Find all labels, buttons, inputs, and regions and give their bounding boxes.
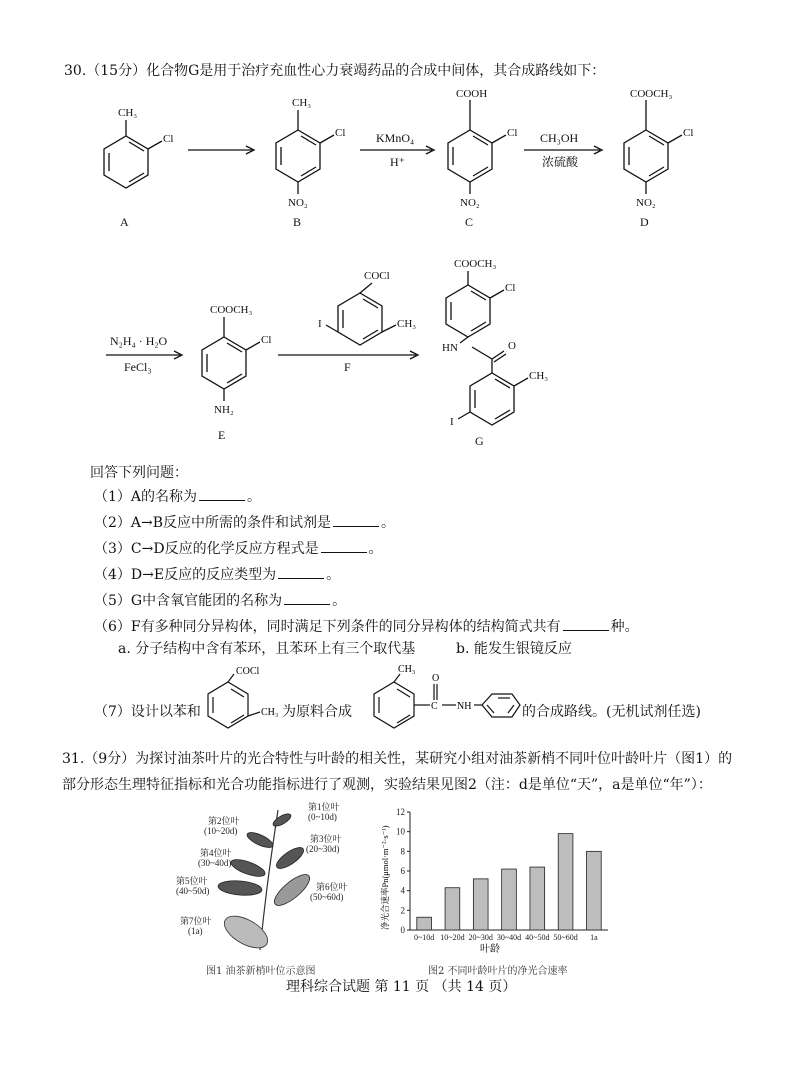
x-tick-label: 50~60d xyxy=(553,933,578,942)
page-footer: 理科综合试题 第 11 页 （共 14 页） xyxy=(286,979,517,995)
x-axis-label: 叶龄 xyxy=(480,944,500,955)
fig1-leaf7-age: (1a) xyxy=(188,926,203,936)
x-tick-label: 20~30d xyxy=(468,933,493,942)
fig1-leaf7-name: 第7位叶 xyxy=(180,916,212,926)
answer-blank[interactable] xyxy=(563,618,609,631)
f-cocl: COCl xyxy=(364,270,390,282)
fig1-leaf5-age: (40~50d) xyxy=(176,886,210,896)
bar-5 xyxy=(558,834,573,930)
y-tick-label: 0 xyxy=(400,925,405,935)
fig1-leaf1-name: 第1位叶 xyxy=(308,802,340,812)
condition-b: b. 能发生银镜反应 xyxy=(456,641,572,657)
reagent-kmno4: KMnO₄ xyxy=(376,131,415,145)
d-no2: NO₂ xyxy=(636,197,656,209)
fig1-leaf6-name: 第6位叶 xyxy=(316,882,348,892)
bar-1 xyxy=(445,888,460,930)
leaf-7 xyxy=(219,910,273,955)
fig1-leaf3-age: (20~30d) xyxy=(306,844,340,854)
d-cooch3: COOCH₃ xyxy=(630,88,673,100)
question-3: （3）C→D反应的化学反应方程式是 。 xyxy=(94,541,383,557)
y-tick-label: 4 xyxy=(400,885,405,896)
answer-blank[interactable] xyxy=(199,488,245,501)
reagent-h2so4: 浓硫酸 xyxy=(542,155,579,169)
fig1-leaf2-name: 第2位叶 xyxy=(208,816,240,826)
b-cl: Cl xyxy=(335,127,346,139)
bar-6 xyxy=(587,851,602,930)
q31-line-1: 31.（9分）为探讨油茶叶片的光合特性与叶龄的相关性，某研究小组对油茶新梢不同叶位叶龄叶片（图1）的 xyxy=(62,751,733,767)
reagent-ch3oh: CH₃OH xyxy=(540,131,579,145)
leaf-2 xyxy=(245,830,275,851)
ring-d xyxy=(624,130,668,182)
e-cl: Cl xyxy=(261,334,272,346)
x-tick-label: 40~50d xyxy=(525,933,550,942)
figure-1-plant-diagram xyxy=(168,800,373,970)
question-4: （4）D→E反应的反应类型为 。 xyxy=(94,567,341,583)
question-1: （1）A的名称为 。 xyxy=(94,489,262,505)
g-hn: HN xyxy=(442,342,458,354)
question-2: （2）A→B反应中所需的条件和试剂是 。 xyxy=(94,515,396,531)
x-tick-label: 0~10d xyxy=(413,933,435,942)
y-tick-label: 8 xyxy=(400,846,405,857)
y-tick-label: 12 xyxy=(396,807,405,817)
g-o: O xyxy=(508,340,516,352)
reagent-fecl3: FeCl₃ xyxy=(124,360,152,374)
bar-0 xyxy=(417,917,432,930)
d-cl: Cl xyxy=(683,127,694,139)
x-tick-label: 10~20d xyxy=(440,933,465,942)
label-d: D xyxy=(640,215,649,229)
bar-3 xyxy=(502,869,517,930)
b-no2: NO₂ xyxy=(288,197,308,209)
ring-e xyxy=(202,337,246,389)
q31-line-2: 部分形态生理特征指标和光合功能指标进行了观测，实验结果见图2（注：d是单位“天”，a是单位“年”）： xyxy=(62,777,712,793)
g-cooch3: COOCH₃ xyxy=(454,258,497,270)
ring-a xyxy=(104,136,148,188)
reaction-row-1 xyxy=(60,86,760,236)
reagent-n2h4: N₂H₄ · H₂O xyxy=(110,334,168,348)
fig1-leaf3-name: 第3位叶 xyxy=(310,834,342,844)
q7-text-3: 的合成路线。(无机试剂任选) xyxy=(522,704,701,720)
bar-4 xyxy=(530,867,545,930)
q30-header: 30.（15分）化合物G是用于治疗充血性心力衰竭药品的合成中间体，其合成路线如下： xyxy=(64,63,606,79)
c-cl: Cl xyxy=(507,127,518,139)
x-tick-label: 30~40d xyxy=(496,933,522,942)
questions-prompt: 回答下列问题： xyxy=(90,465,188,481)
y-axis-label: 净光合速率Pn(μmol·m⁻²·s⁻¹) xyxy=(380,825,390,930)
fig1-leaf5-name: 第5位叶 xyxy=(176,876,208,886)
q7-text-2: 为原料合成 xyxy=(282,704,352,720)
b-ch3: CH₃ xyxy=(292,97,312,109)
leaf-1 xyxy=(271,812,292,829)
bar-2 xyxy=(473,879,488,930)
figure-1-caption: 图1 油茶新梢叶位示意图 xyxy=(206,966,316,977)
fig1-leaf2-age: (10~20d) xyxy=(204,826,238,836)
reaction-row-2 xyxy=(60,255,760,455)
e-nh2: NH₂ xyxy=(214,404,234,416)
q7-nh: NH xyxy=(457,701,472,712)
answer-blank[interactable] xyxy=(278,566,324,579)
label-c: C xyxy=(465,215,474,229)
answer-blank[interactable] xyxy=(333,514,379,527)
leaf-4 xyxy=(229,856,267,880)
q7-ch3-b: CH₃ xyxy=(398,664,416,675)
q7-ch3-a: CH₃ xyxy=(261,707,279,718)
condition-a: a. 分子结构中含有苯环，且苯环上有三个取代基 xyxy=(118,641,416,657)
ring-c xyxy=(448,130,492,182)
q7-structure-amide xyxy=(364,660,534,730)
figure-2-bar-chart xyxy=(376,800,626,960)
reagent-f: F xyxy=(344,360,351,374)
a-ch3: CH₃ xyxy=(118,107,138,119)
stem xyxy=(260,810,278,950)
answer-blank[interactable] xyxy=(321,540,367,553)
fig1-leaf6-age: (50~60d) xyxy=(310,892,344,902)
leaf-6 xyxy=(270,870,314,911)
question-6: （6）F有多种同分异构体，同时满足下列条件的同分异构体的结构简式共有 种。 xyxy=(94,619,639,635)
question-5: （5）G中含氧官能团的名称为 。 xyxy=(94,593,347,609)
g-ch3: CH₃ xyxy=(529,370,549,382)
a-cl: Cl xyxy=(163,133,174,145)
x-tick-label: 1a xyxy=(590,933,598,942)
label-b: B xyxy=(293,215,302,229)
ring-g-top xyxy=(446,285,490,337)
f-ch3: CH₃ xyxy=(397,318,417,330)
g-cl: Cl xyxy=(505,282,516,294)
q7-cocl: COCl xyxy=(236,666,260,677)
f-iodo: I xyxy=(318,318,322,330)
fig1-leaf4-age: (30~40d) xyxy=(198,858,232,868)
ring-b xyxy=(276,130,320,182)
reagent-h-plus: H⁺ xyxy=(390,155,405,169)
fig1-leaf4-name: 第4位叶 xyxy=(200,848,232,858)
c-no2: NO₂ xyxy=(460,197,480,209)
e-cooch3: COOCH₃ xyxy=(210,304,253,316)
ring-g-bottom xyxy=(470,373,514,425)
leaf-5 xyxy=(217,879,262,897)
y-tick-label: 10 xyxy=(396,826,405,837)
question-list xyxy=(94,488,639,644)
c-cooh: COOH xyxy=(456,88,488,100)
leaf-3 xyxy=(273,844,306,872)
g-iodo: I xyxy=(450,416,454,428)
answer-blank[interactable] xyxy=(284,592,330,605)
label-a: A xyxy=(120,215,129,229)
figure-2-caption: 图2 不同叶龄叶片的净光合速率 xyxy=(428,966,568,977)
label-g: G xyxy=(475,434,484,448)
q7-text-1: （7）设计以苯和 xyxy=(94,704,201,720)
y-tick-label: 2 xyxy=(400,905,405,916)
q7-o: O xyxy=(432,673,440,684)
label-e: E xyxy=(218,428,226,442)
y-tick-label: 6 xyxy=(400,866,405,876)
q7-c: C xyxy=(431,701,438,712)
fig1-leaf1-age: (0~10d) xyxy=(308,812,337,822)
ring-f xyxy=(338,293,382,345)
